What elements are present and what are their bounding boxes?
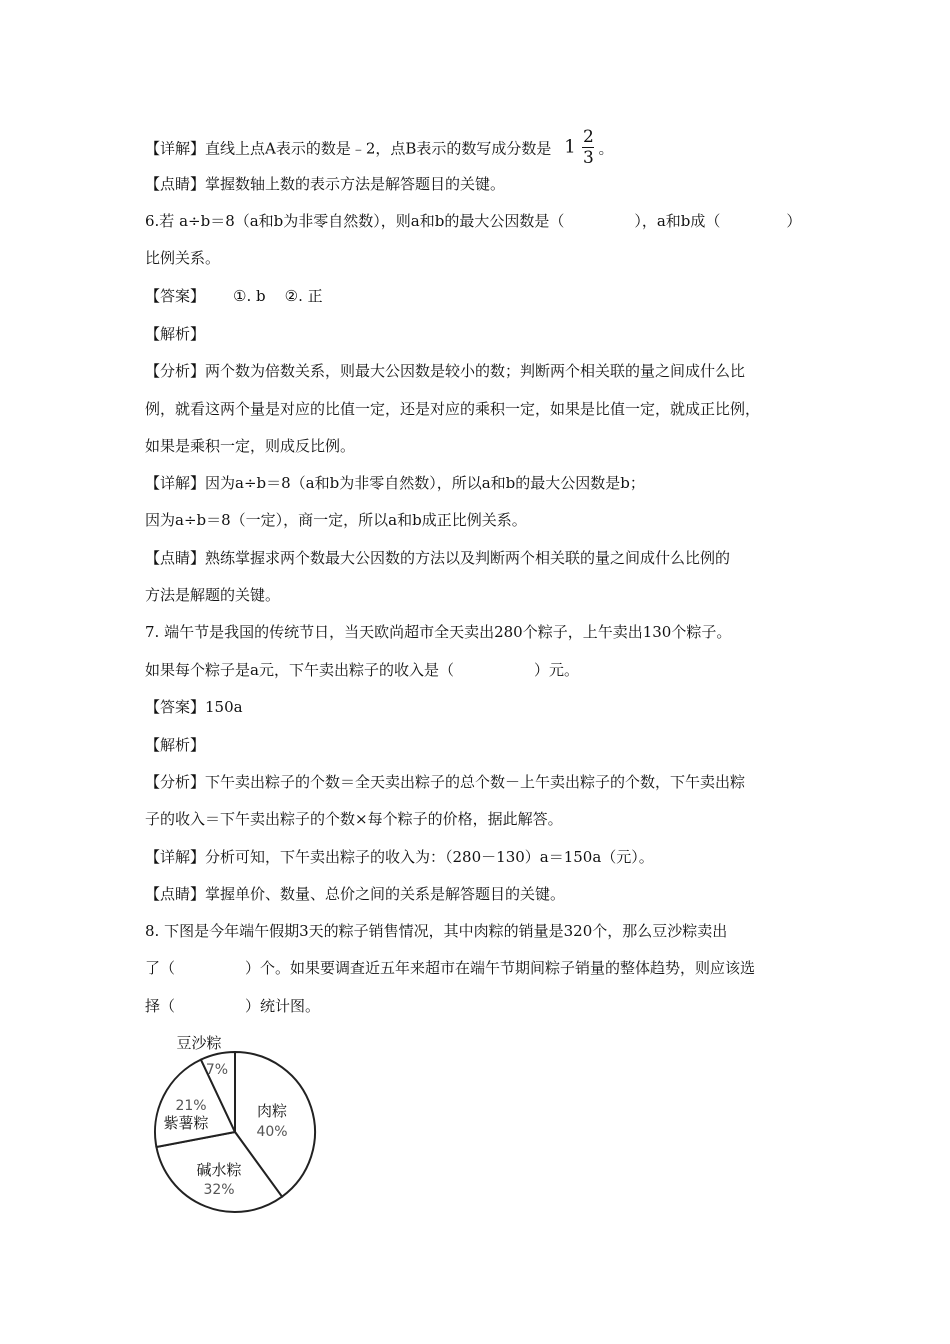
q6-tip-line1 [145,548,730,568]
q7-tip-line [145,884,565,904]
q8-text-b: ）统计图。 [245,997,321,1015]
q5-tip-line [145,174,505,194]
q6-question-line1 [145,211,801,231]
q8-question-line2 [145,958,755,978]
q6-text-a: 6.若 a÷b＝8（a和b为非零自然数），则a和b的最大公因数是（ [145,212,565,230]
slice-percent-label: 40% [256,1124,288,1140]
q7-text-a: 如果每个粽子是a元，下午卖出粽子的收入是（ [145,661,454,679]
fraction-numerator: 2 [583,127,594,147]
q8-question-line1: 8. 下图是今年端午假期3天的粽子销售情况，其中肉粽的销量是320个，那么豆沙粽卖出 [145,922,728,940]
mixed-fraction [564,128,594,167]
slice-percent-label: 32% [203,1182,235,1198]
tip-text: 掌握单价、数量、总价之间的关系是解答题目的关键。 [205,885,566,903]
slice-name-label: 紫薯粽 [163,1114,209,1132]
slice-name-label: 肉粽 [256,1102,288,1120]
slice-name-label: 豆沙粽 [176,1034,222,1052]
fenxi-text: 两个数为倍数关系，则最大公因数是较小的数；判断两个相关联的量之间成什么比 [205,362,746,380]
q8-text-a: 择（ [145,997,176,1015]
detail-tag: 【详解】 [145,474,206,492]
q7-question-line2 [145,660,579,680]
slice-percent-label: 7% [205,1062,229,1078]
q8-question-line3 [145,996,320,1016]
q6-text-b: ），a和b成（ [634,212,721,230]
tip-tag: 【点睛】 [145,885,206,903]
answer-tag: 【答案】 [145,287,206,305]
q6-detail-line1 [145,473,645,493]
fraction-denominator: 3 [583,148,594,168]
fenxi-tag: 【分析】 [145,362,206,380]
detail-text: 直线上点A表示的数是﹣2，点B表示的数写成分数是 [205,139,552,158]
q7-text-b: ）元。 [533,661,579,679]
q6-fenxi-line3: 如果是乘积一定，则成反比例。 [145,437,356,455]
detail-tag: 【详解】 [145,848,206,866]
q8-text-b: ）个。如果要调查近五年来超市在端午节期间粽子销量的整体趋势，则应该选 [245,959,756,977]
analysis-tag: 【解析】 [145,736,206,754]
q8-text-a: 了（ [145,959,176,977]
detail-text-end: 。 [598,139,614,158]
fenxi-tag: 【分析】 [145,773,206,791]
analysis-tag: 【解析】 [145,325,206,343]
q6-fenxi-line1 [145,361,745,381]
tip-text: 掌握数轴上数的表示方法是解答题目的关键。 [205,175,506,193]
q6-text-c: ） [786,212,802,230]
q6-answer-line [145,286,323,306]
detail-text: 分析可知，下午卖出粽子的收入为：（280－130）a＝150a（元）。 [205,848,654,866]
q6-fenxi-line2: 例，就看这两个量是对应的比值一定，还是对应的乘积一定，如果是比值一定，就成正比例， [145,400,761,418]
tip-tag: 【点睛】 [145,549,206,567]
fraction-whole: 1 [564,136,576,158]
tip-tag: 【点睛】 [145,175,206,193]
q7-fenxi-line1 [145,772,745,792]
detail-tag: 【详解】 [145,139,206,158]
answer-tag: 【答案】 [145,698,206,716]
q7-detail-line [145,847,654,867]
q6-question-line2: 比例关系。 [145,249,221,267]
q5-detail-line [145,127,614,169]
q7-question-line1: 7. 端午节是我国的传统节日，当天欧尚超市全天卖出280个粽子，上午卖出130个粽子。 [145,623,732,641]
pie-chart [140,1025,340,1225]
q6-tip-line2: 方法是解题的关键。 [145,586,281,604]
slice-percent-label: 21% [175,1098,207,1114]
q7-answer-line [145,697,243,717]
detail-text: 因为a÷b＝8（a和b为非零自然数），所以a和b的最大公因数是b； [205,474,645,492]
fenxi-text: 下午卖出粽子的个数＝全天卖出粽子的总个数－上午卖出粽子的个数，下午卖出粽 [205,773,746,791]
answer-text: 150a [205,698,243,716]
q7-fenxi-line2: 子的收入＝下午卖出粽子的个数×每个粽子的价格，据此解答。 [145,810,563,828]
tip-text: 熟练掌握求两个数最大公因数的方法以及判断两个相关联的量之间成什么比例的 [205,549,731,567]
slice-name-label: 碱水粽 [196,1161,242,1179]
answer-text: ①. b ②. 正 [233,287,323,305]
q6-detail-line2: 因为a÷b＝8（一定），商一定，所以a和b成正比例关系。 [145,511,527,529]
